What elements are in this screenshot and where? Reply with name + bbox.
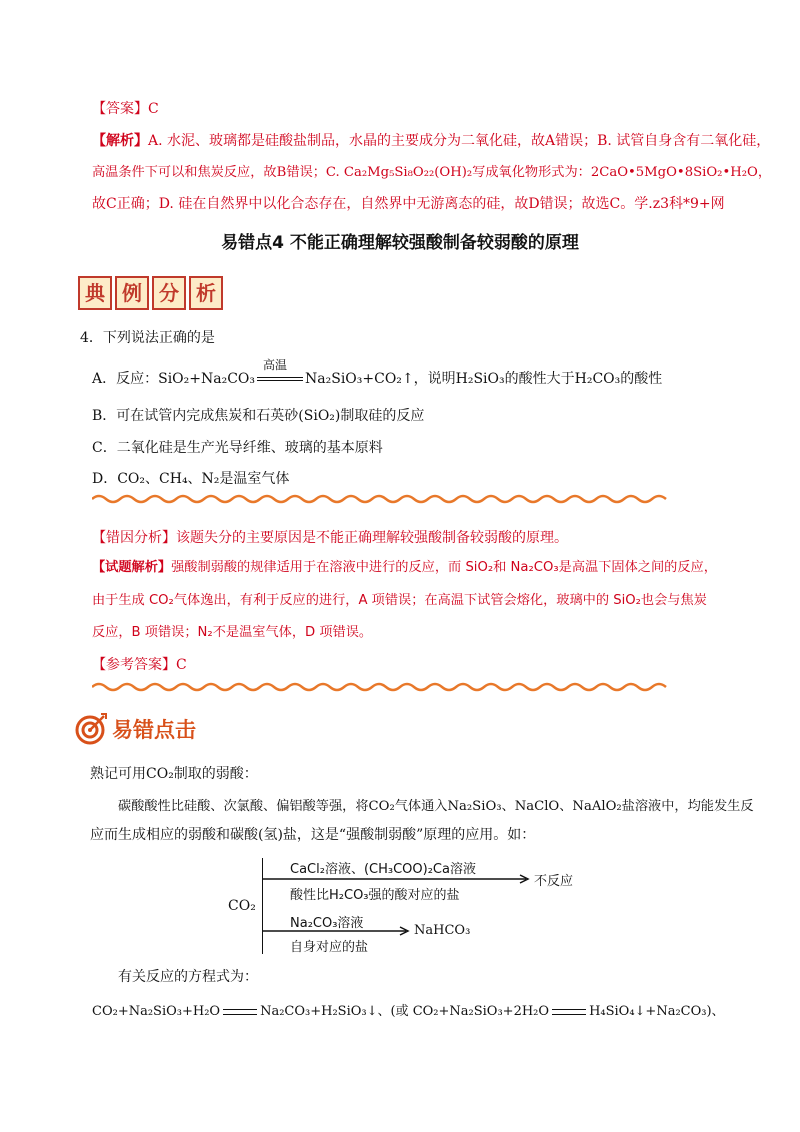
stamp-char-3: 分 xyxy=(152,276,186,310)
equals-sign xyxy=(257,377,303,381)
equals-sign xyxy=(223,1009,257,1015)
stamp-char-4: 析 xyxy=(189,276,223,310)
analysis-label: 【解析】 xyxy=(92,133,148,149)
question-stem: 4．下列说法正确的是 xyxy=(80,330,215,346)
stamp-char-2: 例 xyxy=(115,276,149,310)
answer-label: 【答案】 xyxy=(92,101,148,117)
upper-condition: 酸性比H₂CO₃强的酸对应的盐 xyxy=(290,888,460,903)
lower-condition: 自身对应的盐 xyxy=(290,940,369,955)
upper-arrow xyxy=(262,874,532,884)
body-paragraph-1: 熟记可用CO₂制取的弱酸： xyxy=(90,766,258,782)
option-c: C．二氧化硅是生产光导纤维、玻璃的基本原料 xyxy=(92,440,383,456)
error-analysis: 【错因分析】该题失分的主要原因是不能正确理解较强酸制备较弱酸的原理。 xyxy=(92,530,568,546)
answer-line xyxy=(92,99,159,119)
section-title: 易错点4 不能正确理解较强酸制备较弱酸的原理 xyxy=(221,233,579,253)
body-paragraph-2b: 应而生成相应的弱酸和碳酸(氢)盐，这是“强酸制弱酸”原理的应用。如： xyxy=(90,827,536,843)
lower-reagent: Na₂CO₃溶液 xyxy=(290,916,364,931)
analysis-line-1: 【解析】A. 水泥、玻璃都是硅酸盐制品，水晶的主要成分为二氧化硅，故A错误；B. 试管自身含有二氧化硅， xyxy=(92,133,771,149)
lower-arrow xyxy=(262,926,412,936)
body-paragraph-2a: 碳酸酸性比硅酸、次氯酸、偏铝酸等强，将CO₂气体通入Na₂SiO₃、NaClO、NaAlO₂盐溶液中，均能发生反 xyxy=(118,799,754,814)
body-paragraph-3: 有关反应的方程式为： xyxy=(118,969,258,985)
option-a: A．反应：SiO₂+Na₂CO₃ 高温 Na₂SiO₃+CO₂↑，说明H₂SiO₃的酸性大于H₂CO₃的酸性 xyxy=(92,358,663,387)
answer-value: C xyxy=(148,101,159,117)
equals-sign xyxy=(552,1009,586,1015)
example-analysis-stamp xyxy=(78,276,223,310)
equation-line: CO₂+Na₂SiO₃+H₂O Na₂CO₃+H₂SiO₃↓、(或 CO₂+Na₂SiO₃+2H₂O H₄SiO₄↓+Na₂CO₃)、 xyxy=(92,1004,725,1019)
target-icon xyxy=(74,712,108,746)
analysis-line-2: 高温条件下可以和焦炭反应，故B错误；C. Ca₂Mg₅Si₈O₂₂(OH)₂写成氧化物形式为：2CaO•5MgO•8SiO₂•H₂O， xyxy=(92,165,772,180)
solution-line-2: 由于生成 CO₂气体逸出，有利于反应的进行，A 项错误；在高温下试管会熔化，玻璃中的 SiO₂也会与焦炭 xyxy=(92,593,707,608)
option-b: B．可在试管内完成焦炭和石英砂(SiO₂)制取硅的反应 xyxy=(92,408,425,424)
wavy-divider xyxy=(92,492,672,506)
lower-result: NaHCO₃ xyxy=(414,923,471,938)
stamp-char-1: 典 xyxy=(78,276,112,310)
diagram-bracket xyxy=(262,858,263,954)
tip-title: 易错点击 xyxy=(112,718,196,742)
upper-reagents: CaCl₂溶液、(CH₃COO)₂Ca溶液 xyxy=(290,862,476,877)
option-d: D．CO₂、CH₄、N₂是温室气体 xyxy=(92,471,290,487)
solution-line-3: 反应，B 项错误；N₂不是温室气体，D 项错误。 xyxy=(92,625,373,640)
upper-result: 不反应 xyxy=(534,874,574,889)
analysis-line-3: 故C正确；D. 硅在自然界中以化合态存在，自然界中无游离态的硅，故D错误；故选C。学.z3科*9+网 xyxy=(92,196,725,212)
diagram-co2: CO₂ xyxy=(228,898,256,914)
tip-header xyxy=(74,712,196,746)
reaction-diagram xyxy=(228,856,608,956)
wavy-divider xyxy=(92,680,672,694)
solution-line-1: 【试题解析】强酸制弱酸的规律适用于在溶液中进行的反应，而 SiO₂和 Na₂CO₃是高温下固体之间的反应， xyxy=(92,560,717,575)
reaction-condition: 高温 xyxy=(255,369,305,389)
reference-answer: 【参考答案】C xyxy=(92,657,187,673)
